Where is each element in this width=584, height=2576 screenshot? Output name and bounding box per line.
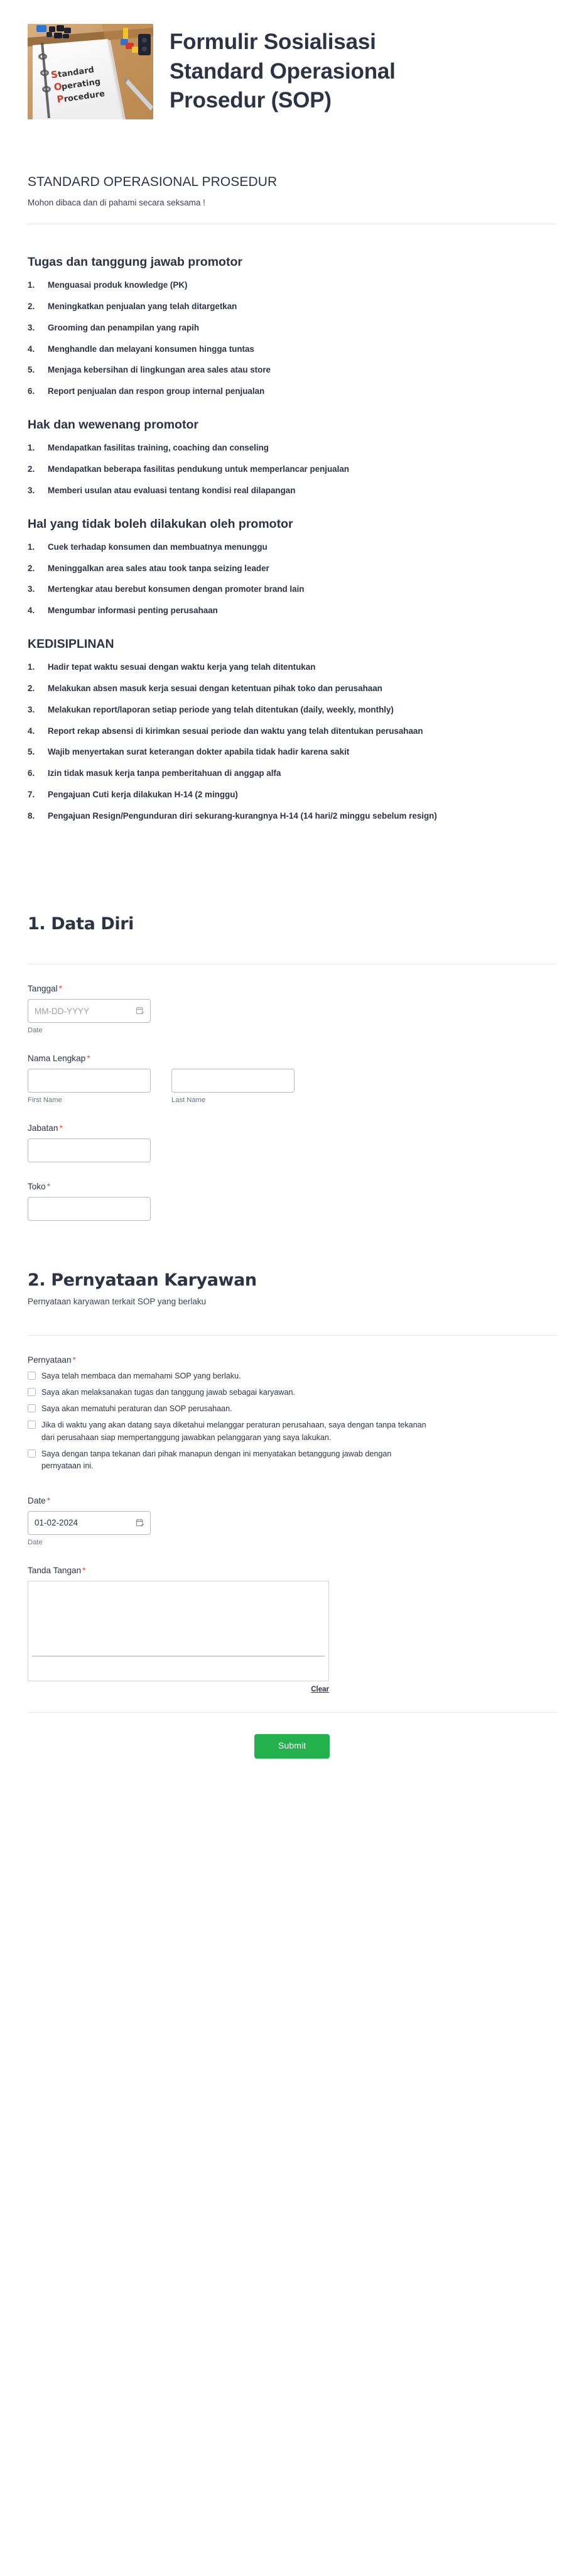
signature-clear-button[interactable]: Clear — [311, 1685, 329, 1693]
sop-content-block — [0, 224, 584, 837]
label-tanggal — [28, 983, 556, 993]
svg-text:tandard: tandard — [57, 65, 95, 80]
sop-list-item-number: 2. — [28, 302, 35, 312]
required-asterisk: * — [72, 1354, 76, 1365]
sop-list-item-text: Memberi usulan atau evaluasi tentang kondisi real dilapangan — [48, 485, 296, 495]
sop-list-item — [28, 364, 556, 377]
sop-list-item-text: Meningkatkan penjualan yang telah ditargetkan — [48, 302, 237, 312]
sop-list-item-text: Menghandle dan melayani konsumen hingga tuntas — [48, 344, 254, 354]
sop-list-item-number: 1. — [28, 443, 35, 453]
sop-list-item — [28, 541, 556, 554]
sop-list-item-text: Report rekap absensi di kirimkan sesuai periode dan waktu yang telah ditentukan perusahaan — [48, 726, 423, 736]
sop-list-item-number: 5. — [28, 747, 35, 757]
sop-intro-heading: STANDARD OPERASIONAL PROSEDUR — [28, 175, 278, 189]
sop-list-item — [28, 767, 556, 780]
sop-list-item-text: Meninggalkan area sales atau took tanpa seizing leader — [48, 563, 269, 573]
pernyataan-checkbox-list — [28, 1370, 556, 1472]
sop-list-item — [28, 562, 556, 576]
checkbox-icon[interactable] — [28, 1404, 36, 1412]
sop-list-item-text: Melakukan absen masuk kerja sesuai dengan ketentuan pihak toko dan perusahaan — [48, 684, 382, 694]
section-1-heading: 1. Data Diri — [28, 914, 134, 934]
sop-list-item — [28, 583, 556, 596]
sop-list-item-text: Menjaga kebersihan di lingkungan area sales atau store — [48, 365, 271, 375]
sop-section-title: KEDISIPLINAN — [28, 636, 114, 651]
sop-list-item — [28, 385, 556, 398]
sop-list-item — [28, 810, 556, 823]
sop-list-item-number: 8. — [28, 810, 35, 821]
sop-intro-block — [0, 147, 584, 224]
last-name-col — [171, 1069, 295, 1104]
sop-list-item — [28, 322, 556, 335]
required-asterisk: * — [46, 1181, 51, 1192]
sop-list-item-text: Pengajuan Resign/Pengunduran diri sekurang-kurangnya H-14 (14 hari/2 minggu sebelum resign) — [48, 810, 437, 821]
sop-header-image — [28, 24, 153, 119]
sop-list-item-text: Cuek terhadap konsumen dan membuatnya menunggu — [48, 542, 268, 552]
sop-section-list — [28, 442, 556, 497]
sub-label-first-name: First Name — [28, 1096, 62, 1105]
section-2-heading: 2. Pernyataan Karyawan — [28, 1270, 257, 1291]
label-toko-text: Toko — [28, 1182, 46, 1192]
sop-list-item-number: 1. — [28, 542, 35, 552]
sub-label-date: Date — [28, 1538, 43, 1546]
sop-list-item-text: Mendapatkan fasilitas training, coaching dan conseling — [48, 443, 269, 453]
pernyataan-checkbox-label: Saya telah membaca dan memahami SOP yang berlaku. — [41, 1371, 241, 1380]
sop-list-item-number: 3. — [28, 584, 35, 594]
section-2-description: Pernyataan karyawan terkait SOP yang berlaku — [28, 1296, 207, 1306]
checkbox-icon[interactable] — [28, 1449, 36, 1458]
jabatan-input[interactable] — [28, 1138, 151, 1162]
pernyataan-checkbox-item[interactable] — [28, 1448, 556, 1472]
label-nama-lengkap-text: Nama Lengkap — [28, 1054, 86, 1064]
sop-list-item — [28, 789, 556, 802]
sop-list-item-text: Hadir tepat waktu sesuai dengan waktu kerja yang telah ditentukan — [48, 662, 316, 672]
sop-list-item — [28, 704, 556, 717]
sop-list-item-number: 4. — [28, 726, 35, 736]
sop-list-item-text: Report penjualan dan respon group internal penjualan — [48, 386, 265, 396]
label-date — [28, 1495, 556, 1505]
header-spacer — [0, 119, 584, 147]
sop-list-item-number: 3. — [28, 704, 35, 714]
signature-canvas[interactable] — [28, 1581, 329, 1681]
sop-section-list — [28, 541, 556, 618]
sop-list-item-number: 6. — [28, 768, 35, 778]
sop-list-item-number: 3. — [28, 322, 35, 332]
sop-list-item-number: 1. — [28, 280, 35, 290]
pernyataan-checkbox-item[interactable] — [28, 1370, 556, 1382]
checkbox-icon[interactable] — [28, 1372, 36, 1380]
sop-list-item-number: 5. — [28, 365, 35, 375]
sop-list-item-number: 2. — [28, 563, 35, 573]
signature-clear-row — [28, 1686, 329, 1693]
first-name-col — [28, 1069, 151, 1104]
checkbox-icon[interactable] — [28, 1421, 36, 1429]
sop-list-item — [28, 725, 556, 738]
label-tanda-tangan — [28, 1565, 556, 1575]
sop-sections — [28, 254, 556, 822]
sop-section-list — [28, 661, 556, 822]
checkbox-icon[interactable] — [28, 1388, 36, 1396]
svg-text:perating: perating — [61, 77, 102, 92]
section-1-header — [0, 865, 584, 964]
sop-section-title: Hal yang tidak boleh dilakukan oleh promotor — [28, 516, 293, 531]
date-input[interactable] — [28, 1511, 151, 1535]
nama-lengkap-row — [28, 1069, 556, 1104]
sop-list-item — [28, 746, 556, 759]
label-date-text: Date — [28, 1495, 46, 1505]
pernyataan-checkbox-item[interactable] — [28, 1403, 556, 1415]
section-2-fields — [0, 1336, 584, 1693]
sub-label-tanggal: Date — [28, 1027, 43, 1035]
last-name-input[interactable] — [171, 1069, 295, 1093]
form-title: Formulir Sosialisasi Standard Operasional Prosedur (SOP) — [170, 30, 396, 113]
sop-list-item — [28, 442, 556, 455]
required-asterisk: * — [58, 983, 63, 994]
svg-text:P: P — [56, 93, 65, 106]
required-asterisk: * — [46, 1495, 51, 1505]
sop-list-item-text: Menguasai produk knowledge (PK) — [48, 280, 188, 290]
field-tanggal — [28, 964, 556, 1034]
sop-bottom-spacer — [0, 837, 584, 865]
svg-text:O: O — [53, 80, 63, 93]
sop-list-item-number: 1. — [28, 662, 35, 672]
sop-list-item-text: Mendapatkan beberapa fasilitas pendukung untuk memperlancar penjualan — [48, 464, 349, 474]
label-jabatan-text: Jabatan — [28, 1123, 58, 1133]
form-header — [0, 0, 584, 119]
field-date — [28, 1476, 556, 1546]
tanggal-input-wrap — [28, 999, 151, 1023]
field-toko — [28, 1162, 556, 1221]
sop-list-item — [28, 604, 556, 618]
pernyataan-checkbox-label: Saya akan melaksanakan tugas dan tanggung jawab sebagai karyawan. — [41, 1388, 295, 1397]
field-tanda-tangan — [28, 1546, 556, 1693]
section-2-header — [0, 1221, 584, 1335]
pernyataan-checkbox-label: Saya dengan tanpa tekanan dari pihak manapun dengan ini menyatakan betanggung jawab dengan pernyataan ini. — [41, 1449, 392, 1470]
sub-label-last-name: Last Name — [171, 1096, 206, 1105]
field-nama-lengkap — [28, 1034, 556, 1104]
pernyataan-checkbox-label: Saya akan mematuhi peraturan dan SOP perusahaan. — [41, 1404, 232, 1414]
submit-button[interactable]: Submit — [254, 1734, 330, 1759]
sop-list-item-text: Grooming dan penampilan yang rapih — [48, 322, 200, 332]
sop-intro-subtext: Mohon dibaca dan di pahami secara seksama ! — [28, 198, 205, 207]
sop-list-item-text: Mengumbar informasi penting perusahaan — [48, 606, 218, 616]
sop-section-list — [28, 279, 556, 398]
svg-text:S: S — [50, 68, 59, 81]
submit-area — [0, 1713, 584, 1796]
required-asterisk: * — [87, 1053, 90, 1064]
sop-list-item-number: 3. — [28, 485, 35, 495]
sop-list-item — [28, 343, 556, 356]
sop-list-item-number: 4. — [28, 344, 35, 354]
toko-input[interactable] — [28, 1197, 151, 1221]
sop-list-item-text: Wajib menyertakan surat keterangan dokter apabila tidak hadir karena sakit — [48, 747, 350, 757]
sop-list-item-number: 2. — [28, 684, 35, 694]
sop-list-item-number: 6. — [28, 386, 35, 396]
sop-list-item-text: Mertengkar atau berebut konsumen dengan promoter brand lain — [48, 584, 305, 594]
sop-list-item-text: Izin tidak masuk kerja tanpa pemberitahuan di anggap alfa — [48, 768, 281, 778]
sop-list-item — [28, 300, 556, 314]
sop-list-item-number: 2. — [28, 464, 35, 474]
label-jabatan — [28, 1123, 556, 1133]
sop-list-item — [28, 484, 556, 498]
label-tanda-tangan-text: Tanda Tangan — [28, 1565, 82, 1575]
label-pernyataan-text: Pernyataan — [28, 1355, 72, 1365]
tanggal-input[interactable] — [28, 999, 151, 1023]
sop-list-item-number: 4. — [28, 606, 35, 616]
sop-list-item-text: Pengajuan Cuti kerja dilakukan H-14 (2 minggu) — [48, 789, 238, 799]
sop-list-item-number: 7. — [28, 789, 35, 799]
date-input-wrap — [28, 1511, 151, 1535]
label-nama-lengkap — [28, 1053, 556, 1063]
first-name-input[interactable] — [28, 1069, 151, 1093]
label-pernyataan — [28, 1355, 556, 1365]
required-asterisk: * — [59, 1123, 63, 1133]
pre-footer-spacer — [0, 1693, 584, 1712]
label-toko — [28, 1181, 556, 1191]
svg-text:rocedure: rocedure — [63, 89, 105, 104]
signature-baseline — [32, 1656, 325, 1657]
label-tanggal-text: Tanggal — [28, 984, 58, 994]
field-pernyataan — [28, 1336, 556, 1472]
sop-section-title: Hak dan wewenang promotor — [28, 417, 198, 432]
pernyataan-checkbox-label: Jika di waktu yang akan datang saya diketahui melanggar peraturan perusahaan, saya dengan tanpa tekanan dari perusahaan siap mempertanggung jawabkan pelanggaran yang saya lakukan. — [41, 1421, 426, 1442]
sop-list-item — [28, 682, 556, 696]
pernyataan-checkbox-item[interactable] — [28, 1387, 556, 1399]
pernyataan-checkbox-item[interactable] — [28, 1419, 556, 1443]
sop-list-item — [28, 279, 556, 292]
sop-list-item — [28, 463, 556, 476]
sop-list-item-text: Melakukan report/laporan setiap periode yang telah ditentukan (daily, weekly, monthly) — [48, 704, 394, 714]
required-asterisk: * — [82, 1564, 86, 1575]
field-jabatan — [28, 1104, 556, 1162]
sop-list-item — [28, 661, 556, 674]
section-1-fields — [0, 964, 584, 1221]
sop-section-title: Tugas dan tanggung jawab promotor — [28, 255, 242, 269]
